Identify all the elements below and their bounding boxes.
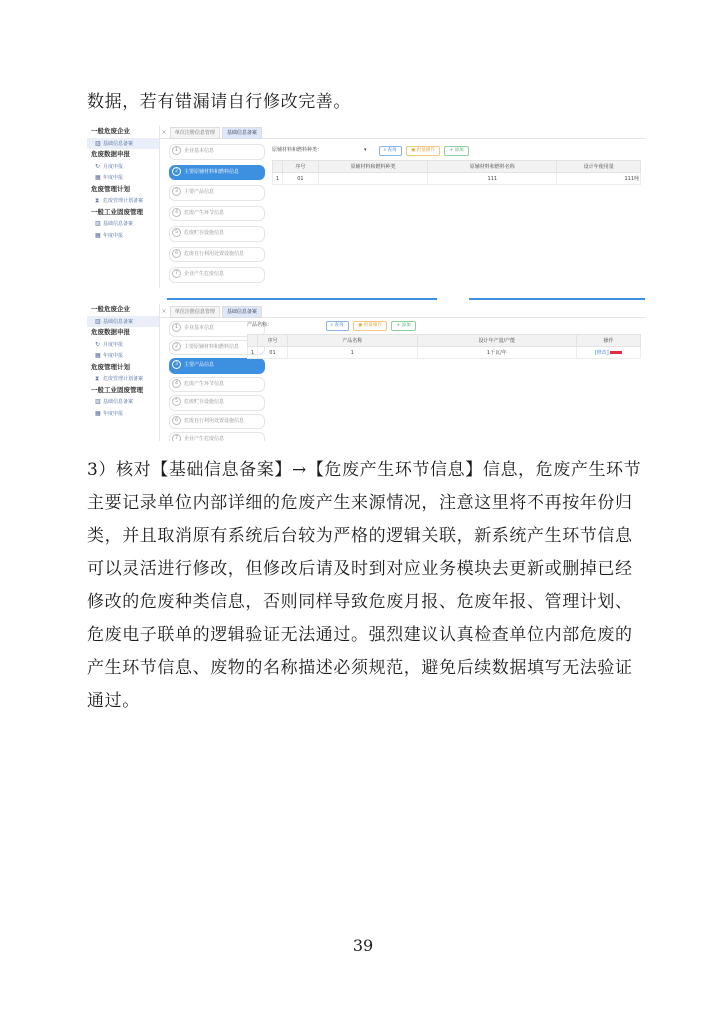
filter-select[interactable]: 原辅材料和燃料种类： bbox=[272, 147, 323, 153]
sidebar-item-monthly[interactable]: ↻ 月度申报 bbox=[87, 161, 159, 173]
step-7[interactable]: 7 企业产生危废信息 bbox=[169, 267, 265, 283]
edit-link[interactable]: [修改] bbox=[594, 350, 609, 356]
sidebar-item-annual2[interactable]: ▦ 年度申报 bbox=[87, 230, 159, 242]
sidebar-group-general: 一般危废企业 bbox=[91, 305, 130, 313]
sidebar-group-declare: 危废数据申报 bbox=[91, 328, 130, 336]
tab-registration[interactable]: 单位注册信息管理 bbox=[170, 127, 220, 139]
filter-bar bbox=[247, 321, 641, 333]
sidebar-group-general: 一般危废企业 bbox=[91, 127, 130, 135]
refresh-icon: ↻ bbox=[95, 340, 101, 348]
calendar-icon: ▦ bbox=[95, 409, 101, 417]
sidebar-item-annual[interactable]: ▦ 年度申报 bbox=[87, 172, 159, 184]
filter-bar bbox=[272, 146, 641, 158]
calendar-icon: ▦ bbox=[95, 174, 101, 181]
col-header: 原辅材料和燃料名称 bbox=[428, 161, 557, 173]
loading-bar bbox=[469, 298, 645, 300]
tab-registration[interactable]: 单位注册信息管理 bbox=[170, 306, 220, 318]
step-list bbox=[169, 144, 265, 288]
sidebar-group-plan: 危废管理计划 bbox=[91, 184, 130, 193]
hourglass-icon: ⧗ bbox=[95, 197, 100, 204]
tab-filing[interactable]: 基础信息备案 bbox=[222, 306, 262, 318]
bank-icon: ▥ bbox=[95, 220, 101, 227]
chevron-down-icon[interactable]: ▾ bbox=[364, 147, 367, 153]
calendar-icon: ▦ bbox=[95, 352, 101, 359]
data-table bbox=[247, 334, 641, 359]
query-button[interactable]: ⌕ 查询 bbox=[379, 146, 402, 156]
col-header: 设计年产量/产能 bbox=[417, 335, 577, 347]
col-header: 序号 bbox=[257, 335, 287, 347]
step-3[interactable]: 3 主要产品信息 bbox=[169, 185, 265, 201]
bank-icon: ▥ bbox=[95, 317, 101, 325]
step-4[interactable]: 4 危废产生环节信息 bbox=[169, 377, 265, 393]
step-1[interactable]: 1 企业基本信息 bbox=[169, 321, 265, 337]
close-icon[interactable]: × bbox=[161, 308, 167, 315]
body-paragraph: 3）核对【基础信息备案】→【危废产生环节信息】信息，危废产生环节主要记录单位内部详细的危废产生来源情况，注意这里将不再按年份归类，并且取消原有系统后台较为严格的逻辑关联，新系统产生环节信息可以灵活进行修改，但修改后请及时到对应业务模块去更新或删掉已经修改的危废种类信息，否则同样导致危废月报、危废年报、管理计划、危废电子联单的逻辑验证无法通过。强烈建议认真检查单位内部危废的产生环节信息、废物的名称描述必须规范，避免后续数据填写无法验证通过。 bbox=[87, 460, 642, 711]
sidebar bbox=[87, 126, 160, 288]
data-table bbox=[272, 160, 641, 185]
tab-filing[interactable]: 基础信息备案 bbox=[222, 127, 262, 139]
step-3[interactable]: 3 主要产品信息 bbox=[169, 358, 265, 374]
page-number: 39 bbox=[352, 936, 374, 955]
sidebar bbox=[87, 304, 160, 441]
sidebar-item-annual2[interactable]: ▦ 年度申报 bbox=[87, 408, 159, 420]
tab-bar bbox=[160, 305, 645, 318]
sidebar-item-annual[interactable]: ▦ 年度申报 bbox=[87, 350, 159, 362]
batch-button[interactable]: ▣ 批量操作 bbox=[406, 146, 440, 156]
step-6[interactable]: 6 危废自行利用处置设施信息 bbox=[169, 414, 265, 430]
col-header: 原辅材料和燃料种类 bbox=[318, 161, 427, 173]
sidebar-item-filing2[interactable]: ▥ 基础信息备案 bbox=[87, 218, 159, 230]
col-header: 设计年使用量 bbox=[557, 161, 641, 173]
step-7[interactable]: 7 企业产生危废信息 bbox=[169, 432, 265, 441]
step-5[interactable]: 5 危废贮存设施信息 bbox=[169, 395, 265, 411]
step-5[interactable]: 5 危废贮存设施信息 bbox=[169, 226, 265, 242]
sidebar-item-plan[interactable]: ⧗ 危废管理计划备案 bbox=[87, 373, 159, 385]
step-2[interactable]: 2 主要原辅材料和燃料信息 bbox=[169, 340, 265, 356]
query-button[interactable]: ⌕ 查询 bbox=[326, 321, 349, 331]
screenshot-raw-materials bbox=[87, 126, 645, 288]
tab-bar bbox=[160, 126, 645, 139]
intro-text: 数据，若有错漏请自行修改完善。 bbox=[87, 92, 351, 112]
delete-link[interactable] bbox=[610, 351, 622, 354]
sidebar-group-solid: 一般工业固废管理 bbox=[91, 207, 143, 216]
step-1[interactable]: 1 企业基本信息 bbox=[169, 144, 265, 160]
add-button[interactable]: + 添加 bbox=[391, 321, 415, 331]
calendar-icon: ▦ bbox=[95, 231, 101, 239]
sidebar-group-plan: 危废管理计划 bbox=[91, 362, 130, 371]
col-header: 操作 bbox=[577, 335, 641, 347]
bank-icon: ▥ bbox=[95, 398, 101, 405]
step-4[interactable]: 4 危废产生环节信息 bbox=[169, 206, 265, 222]
sidebar-group-declare: 危废数据申报 bbox=[91, 150, 130, 158]
refresh-icon: ↻ bbox=[95, 162, 101, 170]
col-header: 序号 bbox=[282, 161, 318, 173]
batch-button[interactable]: ▣ 批量操作 bbox=[353, 321, 387, 331]
product-name-input[interactable]: 产品名称： bbox=[247, 322, 273, 328]
add-button[interactable]: + 添加 bbox=[444, 146, 468, 156]
close-icon[interactable]: × bbox=[161, 129, 167, 136]
sidebar-item-monthly[interactable]: ↻ 月度申报 bbox=[87, 339, 159, 351]
hourglass-icon: ⧗ bbox=[95, 375, 100, 382]
step-2[interactable]: 2 主要原辅材料和燃料信息 bbox=[169, 165, 265, 181]
col-header: 产品名称 bbox=[287, 335, 417, 347]
screenshot-products bbox=[87, 298, 645, 441]
sidebar-item-filing[interactable]: ▥ 基础信息备案 bbox=[87, 138, 159, 150]
sidebar-group-solid: 一般工业固废管理 bbox=[91, 385, 143, 394]
sidebar-item-plan[interactable]: ⧗ 危废管理计划备案 bbox=[87, 195, 159, 207]
sidebar-item-filing2[interactable]: ▥ 基础信息备案 bbox=[87, 396, 159, 408]
table-row[interactable]: 1 01 111 111吨 bbox=[273, 173, 641, 185]
sidebar-item-filing[interactable]: ▥ 基础信息备案 bbox=[87, 316, 159, 328]
table-row[interactable]: 1 01 1 1千瓦/年 [修改] bbox=[248, 347, 641, 359]
loading-bar bbox=[167, 298, 437, 300]
step-6[interactable]: 6 危废自行利用处置设施信息 bbox=[169, 247, 265, 263]
bank-icon: ▥ bbox=[95, 139, 101, 147]
